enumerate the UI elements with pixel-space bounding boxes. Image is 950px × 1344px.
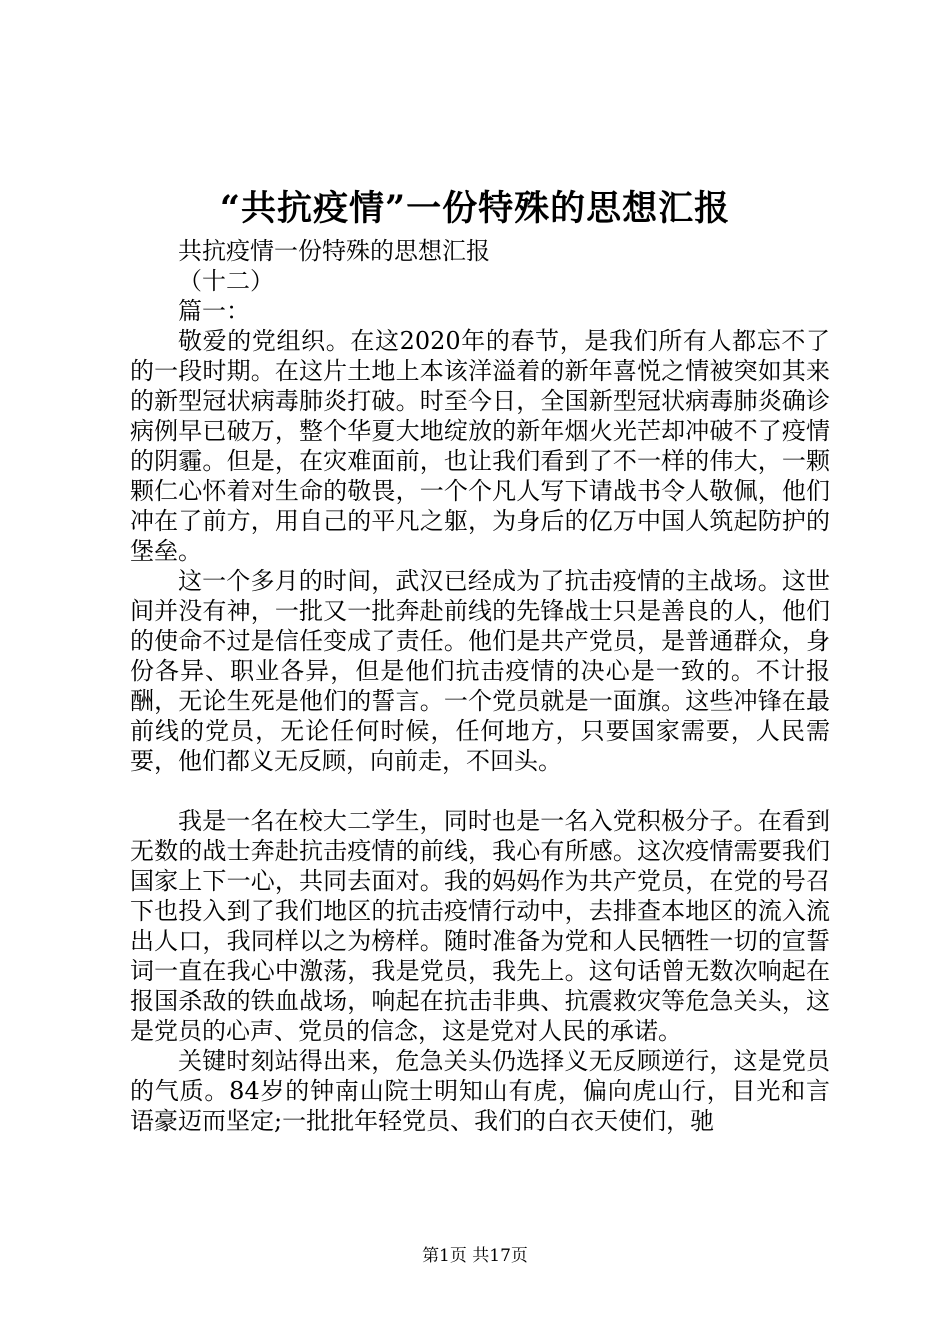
page-footer: 第1页 共17页: [422, 1246, 528, 1266]
subtitle-line: 共抗疫情一份特殊的思想汇报: [178, 237, 490, 265]
paragraph-4: 关键时刻站得出来，危急关头仍选择义无反顾逆行，这是党员的气质。84岁的钟南山院士明知山有虎，偏向虎山行，目光和言语豪迈而坚定;一批批年轻党员、我们的白衣天使们，驰: [130, 1047, 830, 1135]
section-number: （十二）: [178, 267, 274, 295]
section-heading: 篇一：: [178, 297, 250, 325]
paragraph-2: 这一个多月的时间，武汉已经成为了抗击疫情的主战场。这世间并没有神，一批又一批奔赴前线的先锋战士只是善良的人，他们的使命不过是信任变成了责任。他们是共产党员，是普通群众，身份各异、职业各异，但是他们抗击疫情的决心是一致的。不计报酬，无论生死是他们的誓言。一个党员就是一面旗。这些冲锋在最前线的党员，无论任何时候，任何地方，只要国家需要，人民需要，他们都义无反顾，向前走，不回头。: [130, 567, 830, 775]
paragraph-1: 敬爱的党组织。在这2020年的春节，是我们所有人都忘不了的一段时期。在这片土地上本该洋溢着的新年喜悦之情被突如其来的新型冠状病毒肺炎打破。时至今日，全国新型冠状病毒肺炎确诊病例早已破万，整个华夏大地绽放的新年烟火光芒却冲破不了疫情的阴霾。但是，在灾难面前，也让我们看到了不一样的伟大，一颗颗仁心怀着对生命的敬畏，一个个凡人写下请战书令人敬佩，他们冲在了前方，用自己的平凡之躯，为身后的亿万中国人筑起防护的堡垒。: [130, 327, 830, 565]
document-title: “共抗疫情”一份特殊的思想汇报: [219, 188, 731, 229]
document-body: [130, 236, 830, 1136]
paragraph-3: 我是一名在校大二学生，同时也是一名入党积极分子。在看到无数的战士奔赴抗击疫情的前线，我心有所感。这次疫情需要我们国家上下一心，共同去面对。我的妈妈作为共产党员，在党的号召下也投入到了我们地区的抗击疫情行动中，去排查本地区的流入流出人口，我同样以之为榜样。随时准备为党和人民牺牲一切的宣誓词一直在我心中激荡，我是党员，我先上。这句话曾无数次响起在报国杀敌的铁血战场，响起在抗击非典、抗震救灾等危急关头，这是党员的心声、党员的信念，这是党对人民的承诺。: [130, 807, 830, 1045]
